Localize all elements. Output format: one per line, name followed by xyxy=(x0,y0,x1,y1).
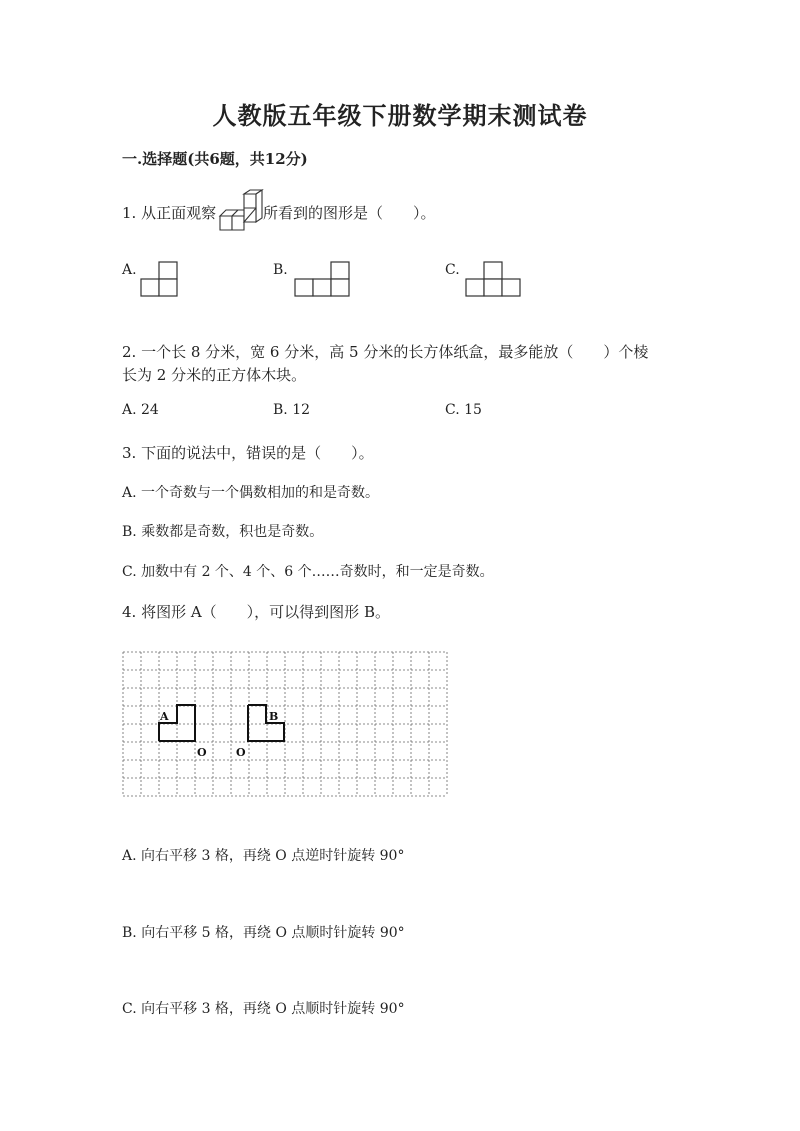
q2-stem-line2: 长为 2 分米的正方体木块。 xyxy=(122,366,307,384)
shape-b xyxy=(248,705,284,741)
page-title: 人教版五年级下册数学期末测试卷 xyxy=(212,101,588,130)
label-o-right: O xyxy=(236,746,246,759)
q4-option-b[interactable]: B. 向右平移 5 格，再绕 O 点顺时针旋转 90° xyxy=(122,925,405,941)
q1-suffix: 所看到的图形是（ ）。 xyxy=(263,204,436,222)
q2-stem-line1: 2. 一个长 8 分米，宽 6 分米，高 5 分米的长方体纸盒，最多能放（ ）个棱 xyxy=(122,343,649,361)
q4-option-a[interactable]: A. 向右平移 3 格，再绕 O 点逆时针旋转 90° xyxy=(122,848,405,864)
q1-option-a-figure xyxy=(140,262,180,302)
q1-cube-figure xyxy=(216,188,266,238)
q1-prefix: 1. 从正面观察 xyxy=(122,204,217,222)
label-a: A xyxy=(160,710,169,723)
section-heading: 一.选择题(共6题，共12分) xyxy=(122,150,308,168)
q4-stem: 4. 将图形 A（ ），可以得到图形 B。 xyxy=(122,603,390,621)
q3-option-b[interactable]: B. 乘数都是奇数，积也是奇数。 xyxy=(122,524,324,540)
q1-option-b-figure xyxy=(294,262,354,302)
label-b: B xyxy=(269,710,279,723)
q4-grid-figure xyxy=(120,652,450,807)
q2-option-a[interactable]: A. 24 xyxy=(122,402,159,418)
q3-stem: 3. 下面的说法中，错误的是（ ）。 xyxy=(122,444,374,462)
q2-option-b[interactable]: B. 12 xyxy=(273,402,311,418)
q2-option-c[interactable]: C. 15 xyxy=(445,402,482,418)
q3-option-c[interactable]: C. 加数中有 2 个、4 个、6 个……奇数时，和一定是奇数。 xyxy=(122,564,494,580)
q1-option-c-figure xyxy=(465,262,525,302)
q1-option-a[interactable]: A. xyxy=(122,262,137,278)
q4-option-c[interactable]: C. 向右平移 3 格，再绕 O 点顺时针旋转 90° xyxy=(122,1001,405,1017)
q3-option-a[interactable]: A. 一个奇数与一个偶数相加的和是奇数。 xyxy=(122,485,380,501)
q1-option-c[interactable]: C. xyxy=(445,262,460,278)
label-o-left: O xyxy=(197,746,207,759)
q1-option-b[interactable]: B. xyxy=(273,262,288,278)
